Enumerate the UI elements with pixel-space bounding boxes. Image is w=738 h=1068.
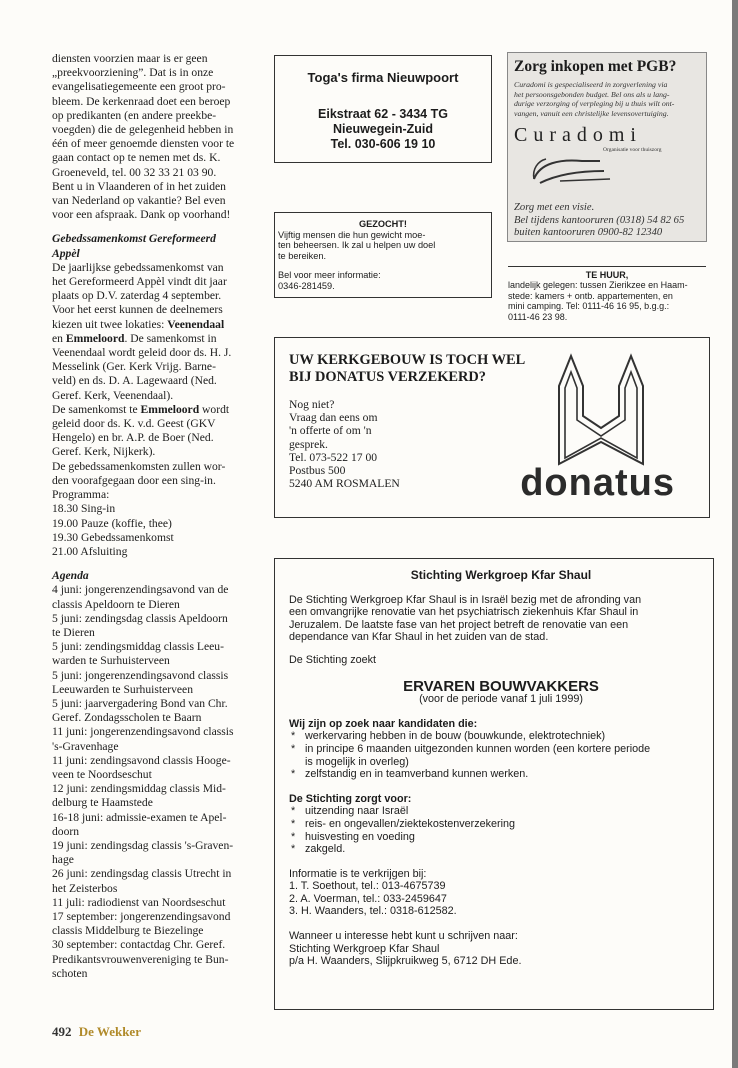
list-item: * zelfstandig en in teamverband kunnen werken. [289, 768, 713, 781]
list-item: * in principe 6 maanden uitgezonden kunnen worden (een kortere periode is mogelijk in overleg) [289, 743, 713, 768]
curadomi-body: Curadomi is gespecialiseerd in zorgverlening via het persoonsgebonden budget. Bel ons als u lang- durige verzorging of verpleging bij u thuis wilt ont- vangen, vanuit een christelijke levensovertuiging. [514, 80, 675, 118]
curadomi-logo-sub: Organisatie voor thuiszorg [603, 147, 662, 154]
kfar-zoekt: De Stichting zoekt [289, 653, 377, 666]
text-line: gaan contact op te nemen met ds. K. [52, 151, 221, 165]
list-item: * zakgeld. [289, 843, 713, 856]
church-icon [551, 346, 651, 474]
kfar-intro: De Stichting Werkgroep Kfar Shaul is in Israël bezig met de afronding van een omvangrijke renovatie van het psychiatrisch ziekenhuis Kfar Shaul in Jeruzalem. De laatste fase van het project betreft de renovatie van een dependance van Kfar Shaul in het zuiden van de stad. [289, 593, 642, 644]
kfar-candidates-heading: Wij zijn op zoek naar kandidaten die: [289, 717, 478, 730]
list-item: 3. H. Waanders, tel.: 0318-612582. [289, 905, 457, 918]
text-line: Groeneveld, tel. 00 32 33 21 03 90. [52, 165, 217, 179]
gezocht-title: GEZOCHT! [359, 219, 407, 229]
text-line: Bent u in Vlaanderen of in het zuiden [52, 179, 226, 193]
text-line: voegden) die de gelegenheid hebben in [52, 123, 234, 137]
gezocht-info: Bel voor meer informatie: 0346-281459. [278, 270, 381, 291]
page-number: 492 [52, 1024, 72, 1039]
text-line: bleem. De kerkenraad doet een beroep [52, 94, 231, 108]
list-item: * huisvesting en voeding [289, 831, 713, 844]
kfar-closing: Wanneer u interesse hebt kunt u schrijven naar: Stichting Werkgroep Kfar Shaul p/a H. Waanders, Slijpkruikweg 5, 6712 DH Ede. [289, 930, 522, 968]
text-line: „preekvoorziening”. Dat is in onze [52, 66, 214, 80]
text-line: evangelisatiegemeente een groot pro- [52, 80, 226, 94]
toga-ad [274, 55, 492, 163]
gebed-paragraph: De jaarlijkse gebedssamenkomst van het Gereformeerd Appèl vindt dit jaar plaats op D.V. zaterdag 4 september. Voor het eerst kunnen de deelnemers kiezen uit twee lokaties: Veenendaal en Emmeloord. De samenkomst in Veenendaal wordt geleid door ds. H. J. Messelink (Ger. Kerk Vrijg. Barne- veld) en ds. D. A. Lagewaard (Ned. Geref. Kerk, Veenendaal). De samenkomst te Emmeloord wordt geleid door ds. K. v.d. Geest (GKV Hengelo) en br. A.P. de Boer (Ned. Geref. Kerk, Nijkerk). De gebedssamenkomsten zullen wor- den voorafgegaan door een sing-in. Programma: 18.30 Sing-in 19.00 Pauze (koffie, thee) 19.30 Gebedssamenkomst 21.00 Afsluiting [52, 260, 232, 558]
gezocht-body: Vijftig mensen die hun gewicht moe- ten beheersen. Ik zal u helpen uw doel te bereiken. [278, 229, 436, 261]
gezocht-ad [274, 212, 492, 298]
text-line: diensten voorzien maar is er geen [52, 52, 208, 65]
intro-paragraph [52, 52, 260, 222]
curadomi-ad [507, 52, 707, 242]
tehuur-ad: TE HUUR, landelijk gelegen: tussen Zierikzee en Haam- stede: kamers + ontb. appartementen, en mini camping. Tel: 0111-46 16 95, b.g.g.: 0111-46 23 98. [508, 266, 706, 322]
tehuur-title: TE HUUR, [585, 270, 629, 280]
page-footer [52, 1024, 141, 1040]
list-item: 1. T. Soethout, tel.: 013-4675739 [289, 880, 446, 893]
kfar-period: (voor de periode vanaf 1 juli 1999) [419, 693, 583, 706]
page-edge [732, 0, 738, 1068]
curadomi-heading: Zorg inkopen met PGB? [514, 58, 677, 75]
kfar-shaul-ad [274, 558, 714, 1010]
donatus-body: Nog niet? Vraag dan eens om 'n offerte of om 'n gesprek. Tel. 073-522 17 00 Postbus 500 5240 AM ROSMALEN [289, 398, 400, 491]
list-item: * uitzending naar Israël [289, 805, 713, 818]
magazine-title: De Wekker [78, 1024, 141, 1039]
kfar-info-heading: Informatie is te verkrijgen bij: [289, 867, 427, 880]
agenda-heading: Agenda [52, 569, 89, 583]
gebed-heading: Gebedssamenkomst Gereformeerd Appèl [52, 232, 216, 260]
agenda-list: 4 juni: jongerenzendingsavond van de classis Apeldoorn te Dieren 5 juni: zendingsdag classis Apeldoorn te Dieren 5 juni: zendingsmiddag classis Leeu- warden te Surhuisterveen 5 juni: jongerenzendingsavond classis Leeuwarden te Surhuisterveen 5 juni: jaarvergadering Bond van Chr. Geref. Zondagsscholen te Baarn 11 juni: jongerenzendingsavond classis 's-Gravenhage 11 juni: zendingsavond classis Hooge- veen te Noordseschut 12 juni: zendingsmiddag classis Mid- delburg te Haamstede 16-18 juni: admissie-examen te Apel- doorn 19 juni: zendingsdag classis 's-Graven- hage 26 juni: zendingsdag classis Utrecht in het Zeisterbos 11 juli: radiodienst van Noordseschut 17 september: jongerenzendingsavond classis Middelburg te Biezelinge 30 september: contactdag Chr. Geref. Predikantsvrouwenvereniging te Bun- schoten [52, 583, 234, 980]
text-line: op predikanten (en andere preekbe- [52, 108, 217, 122]
kfar-care-list [289, 805, 713, 855]
list-item: * werkervaring hebben in de bouw (bouwkunde, elektrotechniek) [289, 730, 713, 743]
kfar-headline: ERVAREN BOUWVAKKERS [403, 677, 599, 695]
donatus-logo: donatus [520, 462, 675, 504]
kfar-contacts [289, 880, 713, 918]
text-line: van Nederland op vakantie? Bel even [52, 194, 226, 208]
curadomi-logo: Curadomi [514, 124, 642, 147]
list-item: 2. A. Voerman, tel.: 033-2459647 [289, 892, 447, 905]
toga-title: Toga's firma Nieuwpoort [307, 70, 459, 85]
kfar-care-heading: De Stichting zorgt voor: [289, 792, 412, 805]
donatus-heading: UW KERKGEBOUW IS TOCH WEL BIJ DONATUS VERZEKERD? [289, 352, 526, 385]
kfar-title: Stichting Werkgroep Kfar Shaul [410, 568, 592, 582]
curadomi-contact: Zorg met een visie. Bel tijdens kantooruren (0318) 54 82 65 buiten kantooruren 0900-82 12340 [514, 202, 685, 238]
text-line: één of meer genoemde diensten voor te [52, 137, 235, 151]
kfar-candidates-list [289, 730, 713, 780]
left-column [52, 52, 260, 981]
list-item: * reis- en ongevallen/ziektekostenverzekering [289, 818, 713, 831]
text-line: voor een afspraak. Dank op voorhand! [52, 208, 231, 222]
toga-address: Eikstraat 62 - 3434 TG Nieuwegein-Zuid Tel. 030-606 19 10 [318, 107, 448, 151]
donatus-ad [274, 337, 710, 518]
hands-icon [530, 153, 620, 187]
